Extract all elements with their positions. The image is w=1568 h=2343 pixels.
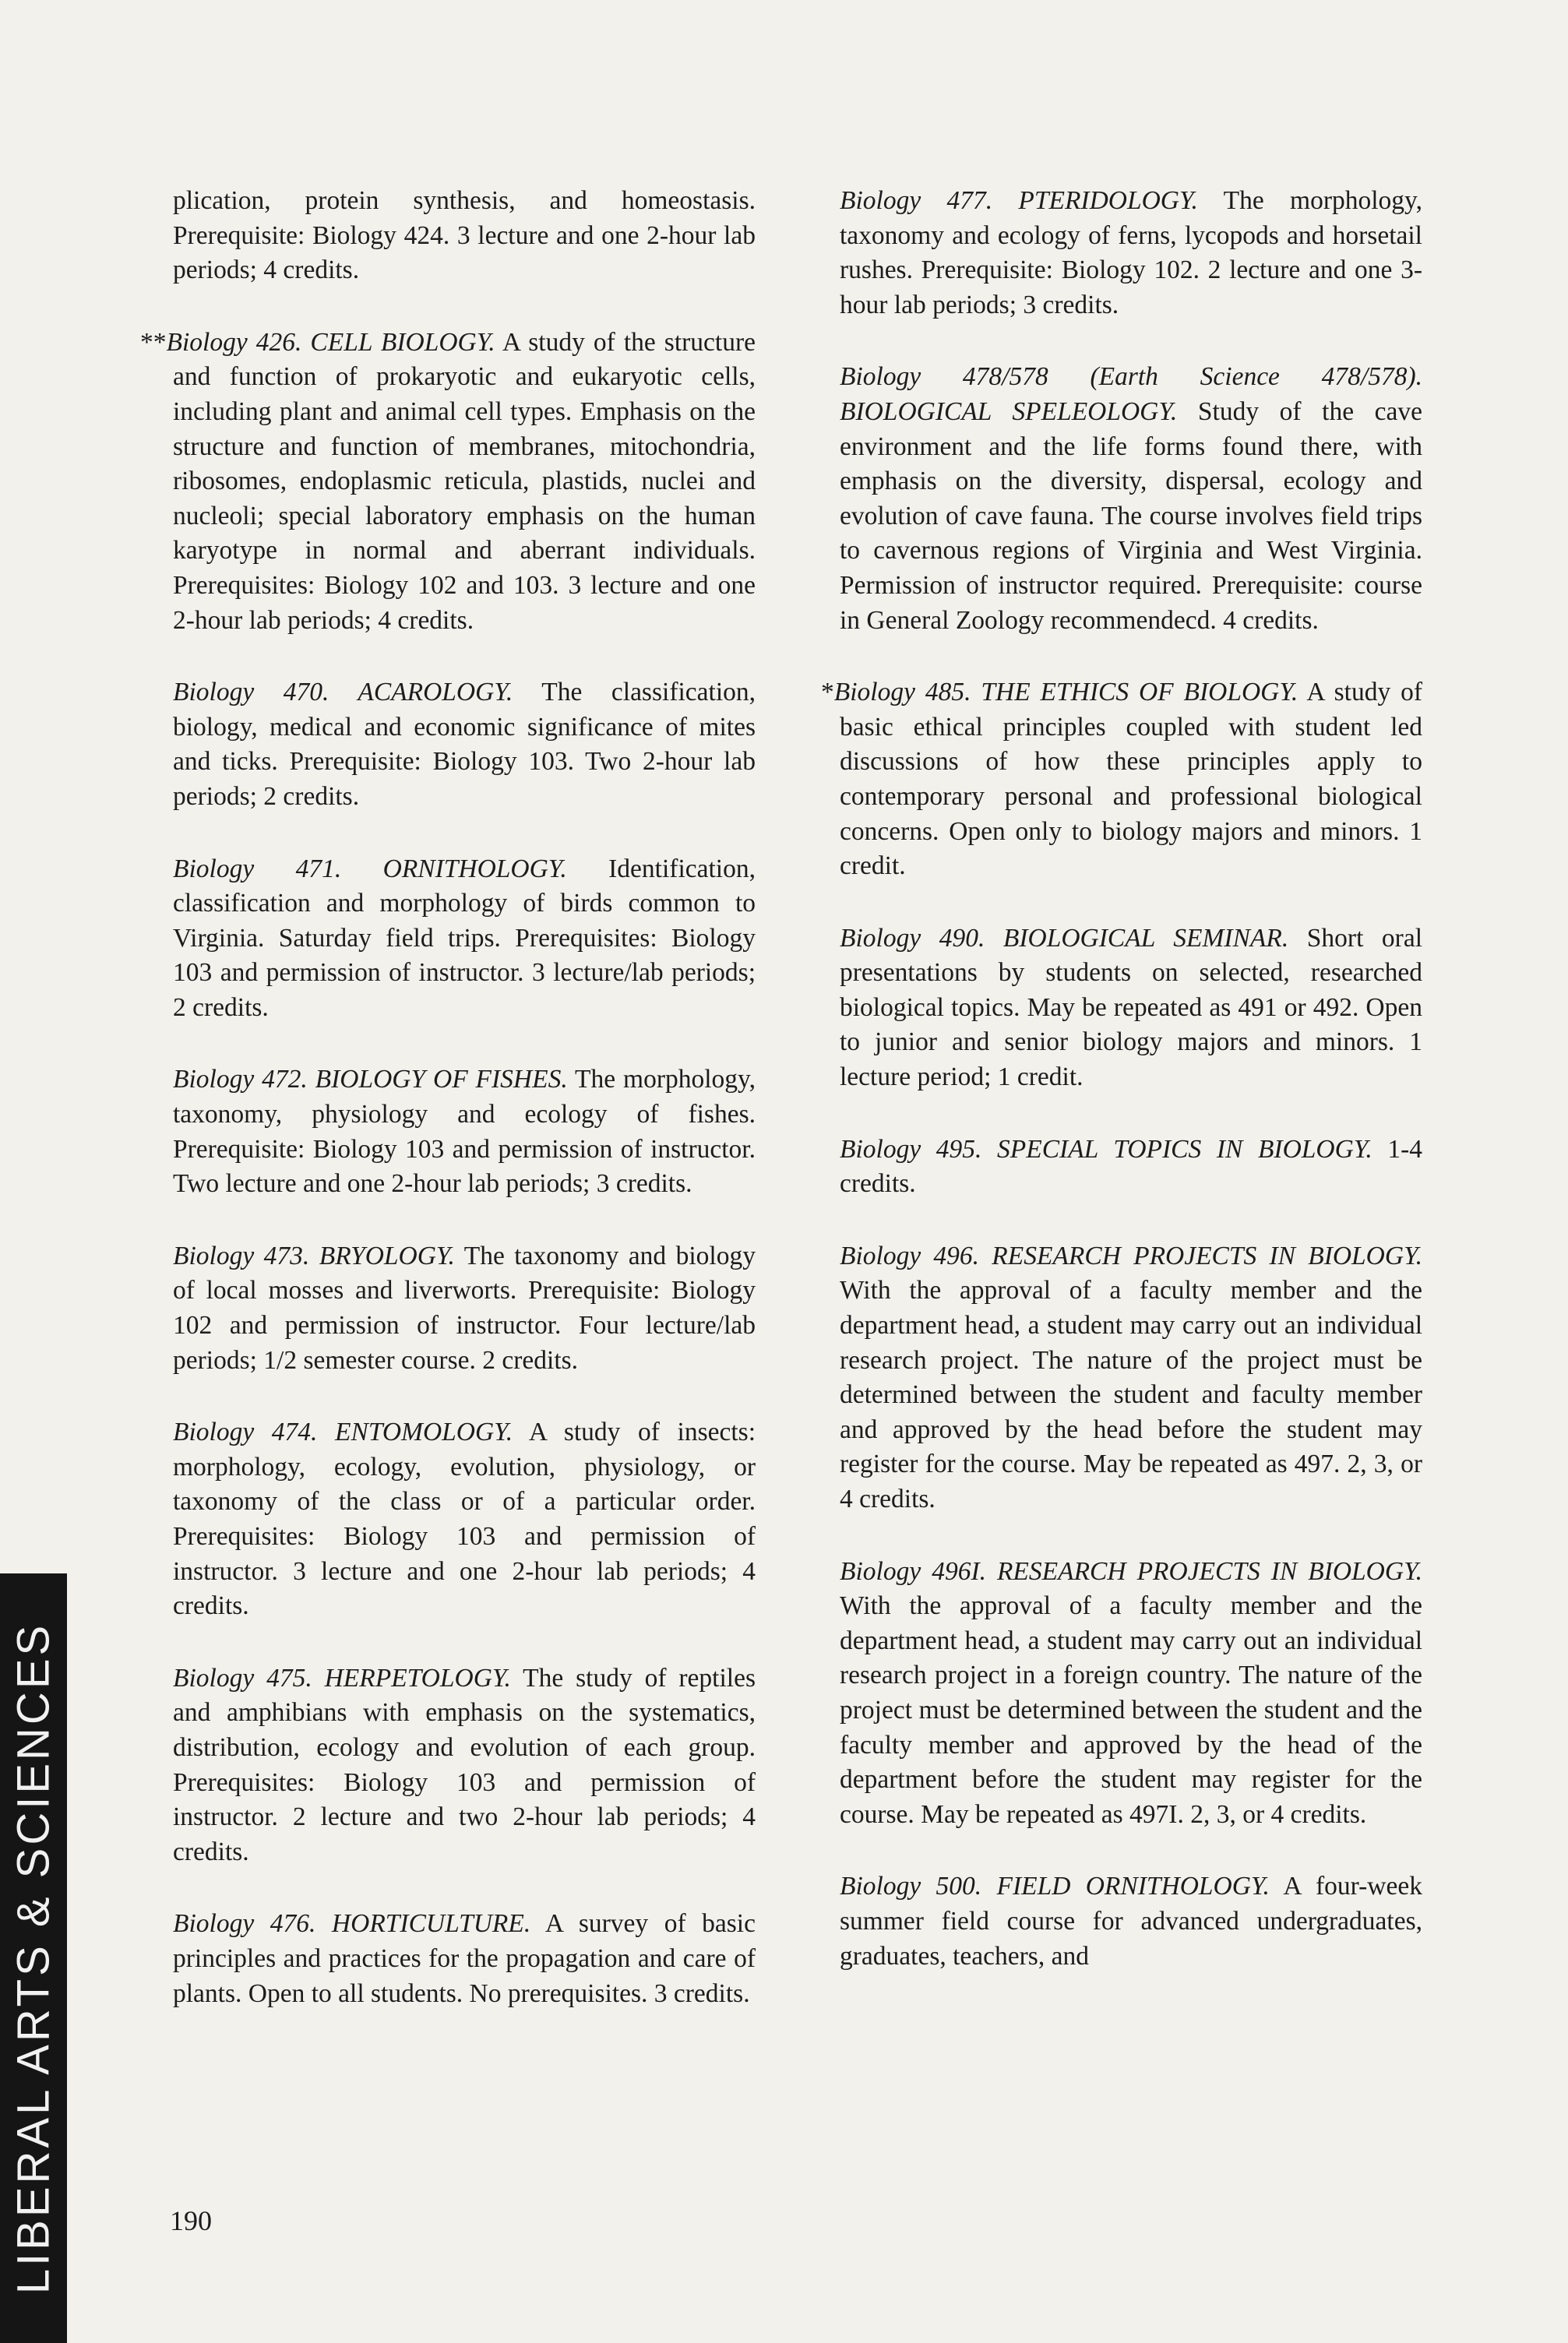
course-entry-biology-485 bbox=[821, 675, 1422, 884]
course-description: A study of insects: morphology, ecology, evolution, physiology, or taxonomy of the class or of a particular order. Prerequisites: Biology 103 and permission of instructor. 3 lecture and one 2-hour lab periods; 4 credits. bbox=[173, 1418, 756, 1621]
course-entry-biology-476 bbox=[173, 1907, 756, 2011]
course-description: A survey of basic principles and practices for the propagation and care of plants. Open to all students. No prerequisites. 3 credits. bbox=[173, 1909, 756, 2008]
course-description: With the approval of a faculty member and the department head, a student may carry out an individual research project. The nature of the project must be determined between the student and faculty member and approved by the head before the student may register for the course. May be repeated as 497. 2, 3, or 4 credits. bbox=[840, 1276, 1422, 1513]
course-heading: Biology 474. ENTOMOLOGY. bbox=[173, 1418, 513, 1447]
course-heading: Biology 476. HORTICULTURE. bbox=[173, 1909, 531, 1939]
course-entry-biology-495 bbox=[840, 1133, 1422, 1202]
course-description: The taxonomy and biology of local mosses and liverworts. Prerequisite: Biology 102 and permission of instructor. Four lecture/lab periods; 1/2 semester course. 2 credits. bbox=[173, 1241, 756, 1375]
page-number: 190 bbox=[170, 2205, 212, 2236]
left-column bbox=[140, 184, 756, 2049]
course-entry-biology-426 bbox=[140, 326, 756, 638]
course-heading: Biology 496. RESEARCH PROJECTS IN BIOLOGY. bbox=[840, 1241, 1422, 1270]
course-heading: Biology 477. PTERIDOLOGY. bbox=[840, 186, 1198, 215]
course-entry-biology-496i bbox=[840, 1555, 1422, 1833]
course-heading: Biology 473. BRYOLOGY. bbox=[173, 1241, 455, 1270]
course-description: With the approval of a faculty member and the department head, a student may carry out an individual research project in a foreign country. The nature of the project must be determined between the student and the faculty member and approved by the head of the department before the student may register for the course. May be repeated as 497I. 2, 3, or 4 credits. bbox=[840, 1591, 1422, 1829]
course-entry-biology-496 bbox=[840, 1239, 1422, 1517]
course-heading: Biology 495. SPECIAL TOPICS IN BIOLOGY. bbox=[840, 1134, 1372, 1164]
course-description: 1-4 credits. bbox=[840, 1134, 1422, 1199]
course-description: A four-week summer field course for advanced undergraduates, graduates, teachers, and bbox=[840, 1872, 1422, 1971]
course-entry-biology-478-578 bbox=[840, 360, 1422, 638]
course-heading: Biology 500. FIELD ORNITHOLOGY. bbox=[840, 1872, 1270, 1901]
course-heading: Biology 496I. RESEARCH PROJECTS IN BIOLOGY. bbox=[840, 1556, 1422, 1586]
course-description: A study of basic ethical principles coupled with student led discussions of how these principles apply to contemporary personal and professional biological concerns. Open only to biology majors and minors. 1 credit. bbox=[840, 678, 1422, 881]
course-entry-biology-490 bbox=[840, 921, 1422, 1095]
course-heading: Biology 475. HERPETOLOGY. bbox=[173, 1663, 511, 1693]
course-heading: Biology 472. BIOLOGY OF FISHES. bbox=[173, 1065, 568, 1094]
course-entry-biology-473 bbox=[173, 1239, 756, 1378]
course-entry-biology-471 bbox=[173, 852, 756, 1026]
course-heading: Biology 470. ACAROLOGY. bbox=[173, 678, 513, 707]
course-description: The study of reptiles and amphibians with emphasis on the systematics, distribution, ecology and evolution of each group. Prerequisites: Biology 103 and permission of instructor. 2 lecture and two 2-hour lab periods; 4 credits. bbox=[173, 1663, 756, 1866]
section-side-tab-label: LIBERAL ARTS & SCIENCES bbox=[8, 1622, 59, 2295]
course-entry-biology-472 bbox=[173, 1062, 756, 1201]
course-description: Identification, classification and morphology of birds common to Virginia. Saturday field trips. Prerequisites: Biology 103 and permission of instructor. 3 lecture/lab periods; 2 credits. bbox=[173, 854, 756, 1022]
course-description: A study of the structure and function of prokaryotic and eukaryotic cells, including plant and animal cell types. Emphasis on the structure and function of membranes, mitochondria, ribosomes, endoplasmic reticula, plastids, nuclei and nucleoli; special laboratory emphasis on the human karyotype in normal and aberrant individuals. Prerequisites: Biology 102 and 103. 3 lecture and one 2-hour lab periods; 4 credits. bbox=[173, 327, 756, 635]
course-description: The morphology, taxonomy, physiology and ecology of fishes. Prerequisite: Biology 103 and permission of instructor. Two lecture and one 2-hour lab periods; 3 credits. bbox=[173, 1065, 756, 1199]
course-description: The morphology, taxonomy and ecology of ferns, lycopods and horsetail rushes. Prerequisite: Biology 102. 2 lecture and one 3-hour lab periods; 3 credits. bbox=[840, 186, 1422, 319]
continuation-text: plication, protein synthesis, and homeostasis. Prerequisite: Biology 424. 3 lecture and one 2-hour lab periods; 4 credits. bbox=[173, 186, 756, 285]
course-entry-biology-474 bbox=[173, 1415, 756, 1624]
course-marker: * bbox=[821, 678, 834, 707]
course-heading: Biology 478/578 (Earth Science 478/578). BIOLOGICAL SPELEOLOGY. bbox=[840, 362, 1422, 426]
course-marker: ** bbox=[140, 327, 167, 357]
course-entry-biology-470 bbox=[173, 675, 756, 814]
course-description: Study of the cave environment and the life forms found there, with emphasis on the diversity, dispersal, ecology and evolution of cave fauna. The course involves field trips to cavernous regions of Virginia and West Virginia. Permission of instructor required. Prerequisite: course in General Zoology recommendecd. 4 credits. bbox=[840, 396, 1422, 635]
course-description: The classification, biology, medical and economic significance of mites and ticks. Prerequisite: Biology 103. Two 2-hour lab periods; 2 credits. bbox=[173, 678, 756, 811]
course-heading: Biology 485. THE ETHICS OF BIOLOGY. bbox=[833, 678, 1298, 707]
course-heading: Biology 490. BIOLOGICAL SEMINAR. bbox=[840, 923, 1289, 953]
course-entry-biology-477 bbox=[840, 184, 1422, 322]
course-heading: Biology 471. ORNITHOLOGY. bbox=[173, 854, 567, 883]
course-entry-biology-500 bbox=[840, 1869, 1422, 1974]
course-entry-biology-475 bbox=[173, 1661, 756, 1870]
course-heading: Biology 426. CELL BIOLOGY. bbox=[166, 327, 495, 357]
course-description: Short oral presentations by students on selected, researched biological topics. May be repeated as 491 or 492. Open to junior and senior biology majors and minors. 1 lecture period; 1 credit. bbox=[840, 923, 1423, 1092]
right-column bbox=[821, 184, 1423, 2011]
